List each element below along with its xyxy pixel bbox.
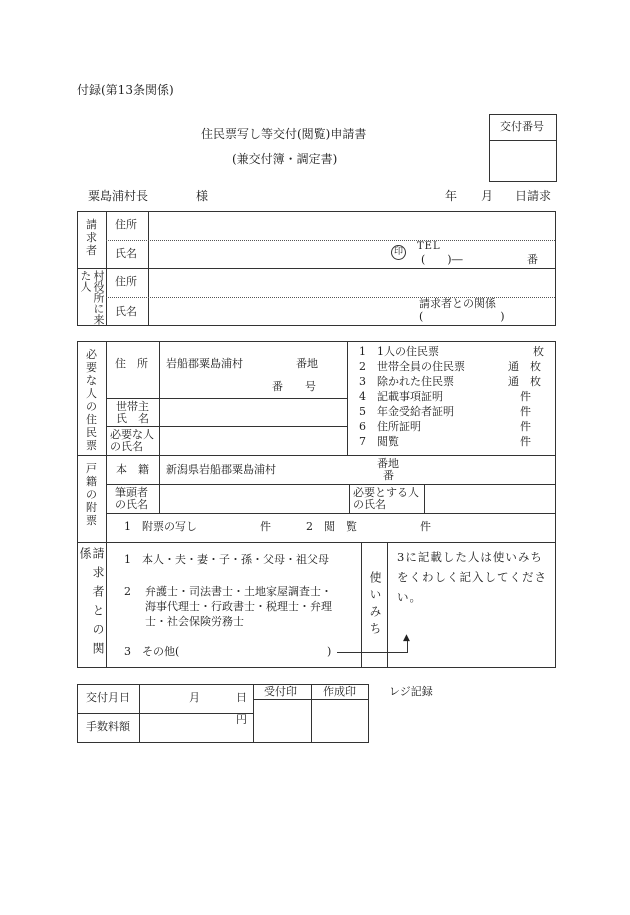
relation-field[interactable]: ( ) <box>419 310 505 323</box>
delivery-number-field[interactable] <box>490 141 556 181</box>
register-record-label: レジ記録 <box>389 685 433 698</box>
created-seal-label: 作成印 <box>323 685 356 698</box>
requester-name-field[interactable] <box>152 243 387 266</box>
register-view-label: 2 閲 覧 <box>306 520 357 533</box>
honorific: 様 <box>196 189 209 203</box>
visitor-name-label: 氏名 <box>115 305 137 318</box>
tel-format: ( )― <box>421 253 463 266</box>
item-text: 4 記載事項証明 <box>359 390 443 403</box>
honseki-banchi: 番地 <box>377 457 399 470</box>
usage-note: 3に記載した人は使いみちをくわしく記入してください。 <box>397 550 547 604</box>
item-text: 2 世帯全員の住民票 <box>359 360 465 373</box>
item-text: 5 年金受給者証明 <box>359 405 454 418</box>
visitor-address-field[interactable] <box>152 271 552 295</box>
requester-address-label: 住所 <box>115 218 137 231</box>
received-seal-label: 受付印 <box>264 685 297 698</box>
household-head-label: 世帯主 氏 名 <box>116 400 149 425</box>
relation-label: 請求者との関係 <box>419 297 496 310</box>
relation-option-2-num: 2 <box>124 585 131 598</box>
delivery-month: 月 <box>189 691 200 704</box>
other-relation-field[interactable] <box>190 643 324 661</box>
item-unit: 枚 <box>533 345 544 358</box>
tel-suffix: 番 <box>527 253 538 266</box>
request-year: 年 <box>445 189 458 203</box>
seal-mark: 印 <box>391 245 406 260</box>
fee-field[interactable] <box>142 716 232 740</box>
visitor-section-label: 村役所に来た人 <box>79 270 105 325</box>
visitor-name-field[interactable] <box>152 300 412 323</box>
village-head-name: 粟島浦村長 <box>88 189 149 203</box>
register-copy-unit: 件 <box>260 520 271 533</box>
appendix-label: 付録(第13条関係) <box>77 83 174 97</box>
item-unit: 件 <box>520 420 531 433</box>
item-text: 1 1人の住民票 <box>359 345 439 358</box>
resident-banchi: 番地 <box>296 357 318 370</box>
relationship-section-label: 請求者との関係 <box>78 547 105 661</box>
household-head-field[interactable] <box>163 401 343 424</box>
head-of-register-field[interactable] <box>163 487 345 511</box>
register-copy-label: 1 附票の写し <box>124 520 197 533</box>
resident-address-value: 岩船郡粟島浦村 <box>166 357 243 370</box>
delivery-day: 日 <box>236 691 247 704</box>
relation-option-2-line[interactable]: 海事代理士・行政書士・税理士・弁理 <box>145 600 332 613</box>
request-day: 日請求 <box>515 189 552 203</box>
relation-option-3-close: ) <box>327 645 332 658</box>
item-text: 7 閲覧 <box>359 435 399 448</box>
fee-label: 手数料額 <box>86 720 130 733</box>
needed-person-label: 必要な人の氏名 <box>110 428 154 453</box>
honseki-label: 本 籍 <box>116 463 149 476</box>
honseki-value: 新潟県岩船郡粟島浦村 <box>166 463 276 476</box>
delivery-number-box <box>489 114 557 182</box>
family-register-section-label: 戸籍の附票 <box>86 462 97 527</box>
item-unit: 件 <box>520 435 531 448</box>
relation-option-2-line[interactable]: 弁護士・司法書士・土地家屋調査士・ <box>145 585 332 598</box>
form-subtitle: (兼交付簿・調定書) <box>232 152 338 166</box>
head-of-register-label: 筆頭者の氏名 <box>115 486 148 511</box>
delivery-number-label: 交付番号 <box>500 120 544 133</box>
requester-section-label: 請求者 <box>86 218 97 257</box>
item-unit: 通 枚 <box>508 375 541 388</box>
usage-label: 使いみち <box>368 571 382 639</box>
register-view-unit: 件 <box>420 520 431 533</box>
request-month: 月 <box>481 189 494 203</box>
requester-name-label: 氏名 <box>115 247 137 260</box>
delivery-date-label: 交付月日 <box>86 691 130 704</box>
needed-person-field[interactable] <box>163 429 343 453</box>
form-title: 住民票写し等交付(閲覧)申請書 <box>201 127 367 141</box>
relation-option-3[interactable]: 3 その他( <box>124 645 180 658</box>
needed-register-label: 必要とする人の氏名 <box>353 486 419 511</box>
relation-option-2-line[interactable]: 士・社会保険労務士 <box>145 615 244 628</box>
honseki-ban: 番 <box>383 469 394 482</box>
item-text: 6 住所証明 <box>359 420 421 433</box>
item-unit: 通 枚 <box>508 360 541 373</box>
item-unit: 件 <box>520 405 531 418</box>
arrow-up-icon: ▲ <box>403 633 410 643</box>
requester-address-field[interactable] <box>152 214 552 238</box>
fee-yen: 円 <box>236 713 247 726</box>
resident-address-label: 住 所 <box>115 357 148 370</box>
visitor-address-label: 住所 <box>115 275 137 288</box>
resident-record-section-label: 必要な人の住民票 <box>86 348 97 452</box>
resident-address-field[interactable] <box>163 344 343 396</box>
item-unit: 件 <box>520 390 531 403</box>
tel-label: TEL <box>417 241 441 252</box>
needed-register-field[interactable] <box>428 487 552 511</box>
resident-ban-go: 番 号 <box>272 380 316 393</box>
relation-option-1[interactable]: 1 本人・夫・妻・子・孫・父母・祖父母 <box>124 553 329 566</box>
item-text: 3 除かれた住民票 <box>359 375 454 388</box>
